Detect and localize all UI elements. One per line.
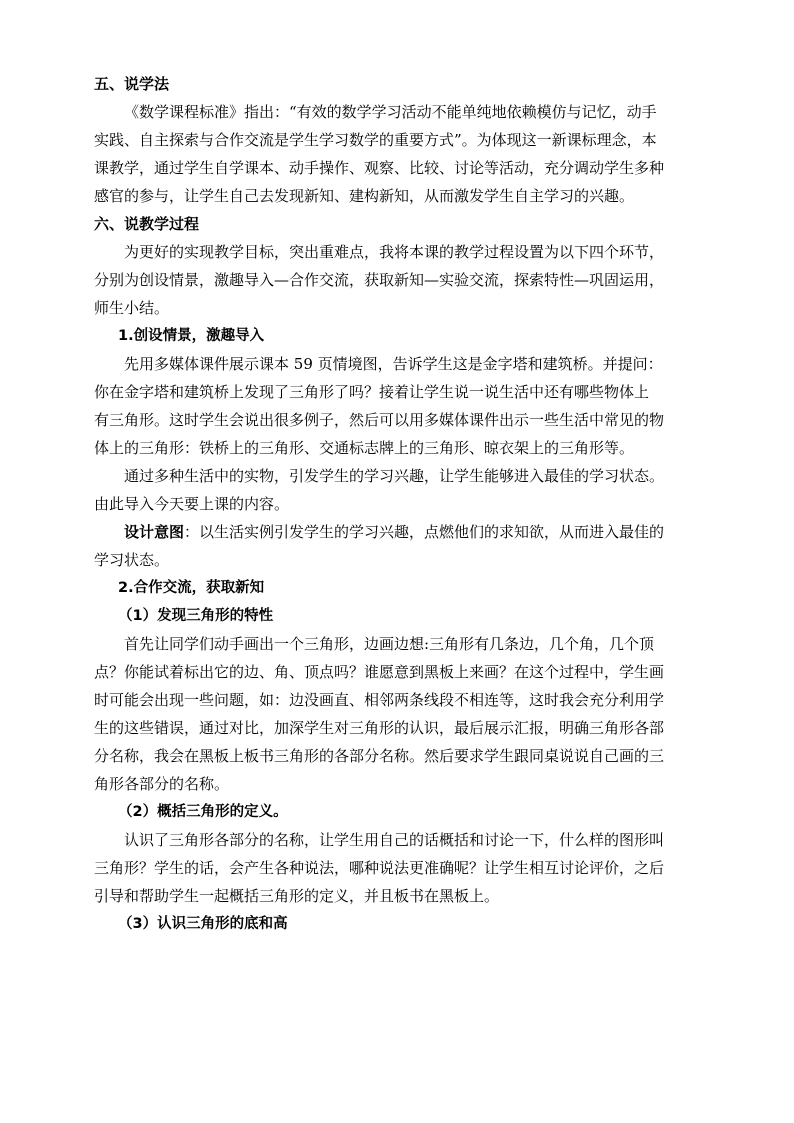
section-6-intro-line-3: 师生小结。 <box>94 299 170 317</box>
sub-1-line-5: 分名称，我会在黑板上板书三角形的各部分名称。然后要求学生跟同桌说说自己画的三 <box>94 747 665 765</box>
design-intent-text: ：以生活实例引发学生的学习兴趣，点燃他们的求知欲，从而进入最佳的 <box>184 523 665 541</box>
step-1-p1-line-4: 体上的三角形：铁桥上的三角形、交通标志牌上的三角形、晾衣架上的三角形等。 <box>94 439 635 457</box>
sub-1-line-4: 生的这些错误，通过对比，加深学生对三角形的认识，最后展示汇报，明确三角形各部 <box>94 719 665 737</box>
design-intent-line-2: 学习状态。 <box>94 551 170 569</box>
section-6-intro-line-1: 为更好的实现教学目标，突出重难点，我将本课的教学过程设置为以下四个环节， <box>124 243 665 261</box>
sub-1-line-2: 点？你能试着标出它的边、角、顶点吗？谁愿意到黑板上来画？在这个过程中，学生画 <box>94 663 665 681</box>
design-intent-label: 设计意图 <box>124 523 185 541</box>
section-5-line-4: 感官的参与，让学生自己去发现新知、建构新知，从而激发学生自主学习的兴趣。 <box>94 187 635 205</box>
step-1-p2-line-1: 通过多种生活中的实物，引发学生的学习兴趣，让学生能够进入最佳的学习状态。 <box>124 467 665 485</box>
step-2-heading: 2.合作交流，获取新知 <box>118 580 265 596</box>
design-intent-line-1 <box>94 518 702 546</box>
section-5-line-1: 《数学课程标准》指出：“有效的数学学习活动不能单纯地依赖模仿与记忆，动手 <box>124 103 657 121</box>
sub-2-line-1: 认识了三角形各部分的名称，让学生用自己的话概括和讨论一下，什么样的图形叫 <box>124 831 665 849</box>
sub-1-line-1: 首先让同学们动手画出一个三角形，边画边想:三角形有几条边，几个角，几个顶 <box>124 635 655 653</box>
step-1-heading: 1.创设情景，激趣导入 <box>118 328 265 344</box>
sub-2-line-2: 三角形？学生的话，会产生各种说法，哪种说法更准确呢？让学生相互讨论评价，之后 <box>94 859 665 877</box>
step-1-p2-line-2: 由此导入今天要上课的内容。 <box>94 495 290 513</box>
sub-2-line-3: 引导和帮助学生一起概括三角形的定义，并且板书在黑板上。 <box>94 887 500 905</box>
step-2-sub-1-heading: （1）发现三角形的特性 <box>118 608 274 624</box>
step-1-p1-line-1: 先用多媒体课件展示课本 59 页情境图，告诉学生这是金字塔和建筑桥。并提问： <box>124 355 663 373</box>
step-1-p1-line-2: 你在金字塔和建筑桥上发现了三角形了吗？接着让学生说一说生活中还有哪些物体上 <box>94 383 650 401</box>
step-2-sub-2-heading: （2）概括三角形的定义。 <box>118 804 288 820</box>
step-1-p1-line-3: 有三角形。这时学生会说出很多例子，然后可以用多媒体课件出示一些生活中常见的物 <box>94 411 665 429</box>
section-5-line-2: 实践、自主探索与合作交流是学生学习数学的重要方式”。为体现这一新课标理念，本 <box>94 131 657 149</box>
section-6-heading: 六、说教学过程 <box>94 215 200 233</box>
sub-1-line-6: 角形各部分的名称。 <box>94 775 230 793</box>
section-5-heading: 五、说学法 <box>94 75 170 93</box>
section-6-intro-line-2: 分别为创设情景，激趣导入—合作交流，获取新知—实验交流，探索特性—巩固运用， <box>94 271 665 289</box>
sub-1-line-3: 时可能会出现一些问题，如：边没画直、相邻两条线段不相连等，这时我会充分利用学 <box>94 691 665 709</box>
document-content <box>94 70 702 938</box>
section-5-line-3: 课教学，通过学生自学课本、动手操作、观察、比较、讨论等活动，充分调动学生多种 <box>94 159 665 177</box>
step-2-sub-3-heading: （3）认识三角形的底和高 <box>118 916 288 932</box>
